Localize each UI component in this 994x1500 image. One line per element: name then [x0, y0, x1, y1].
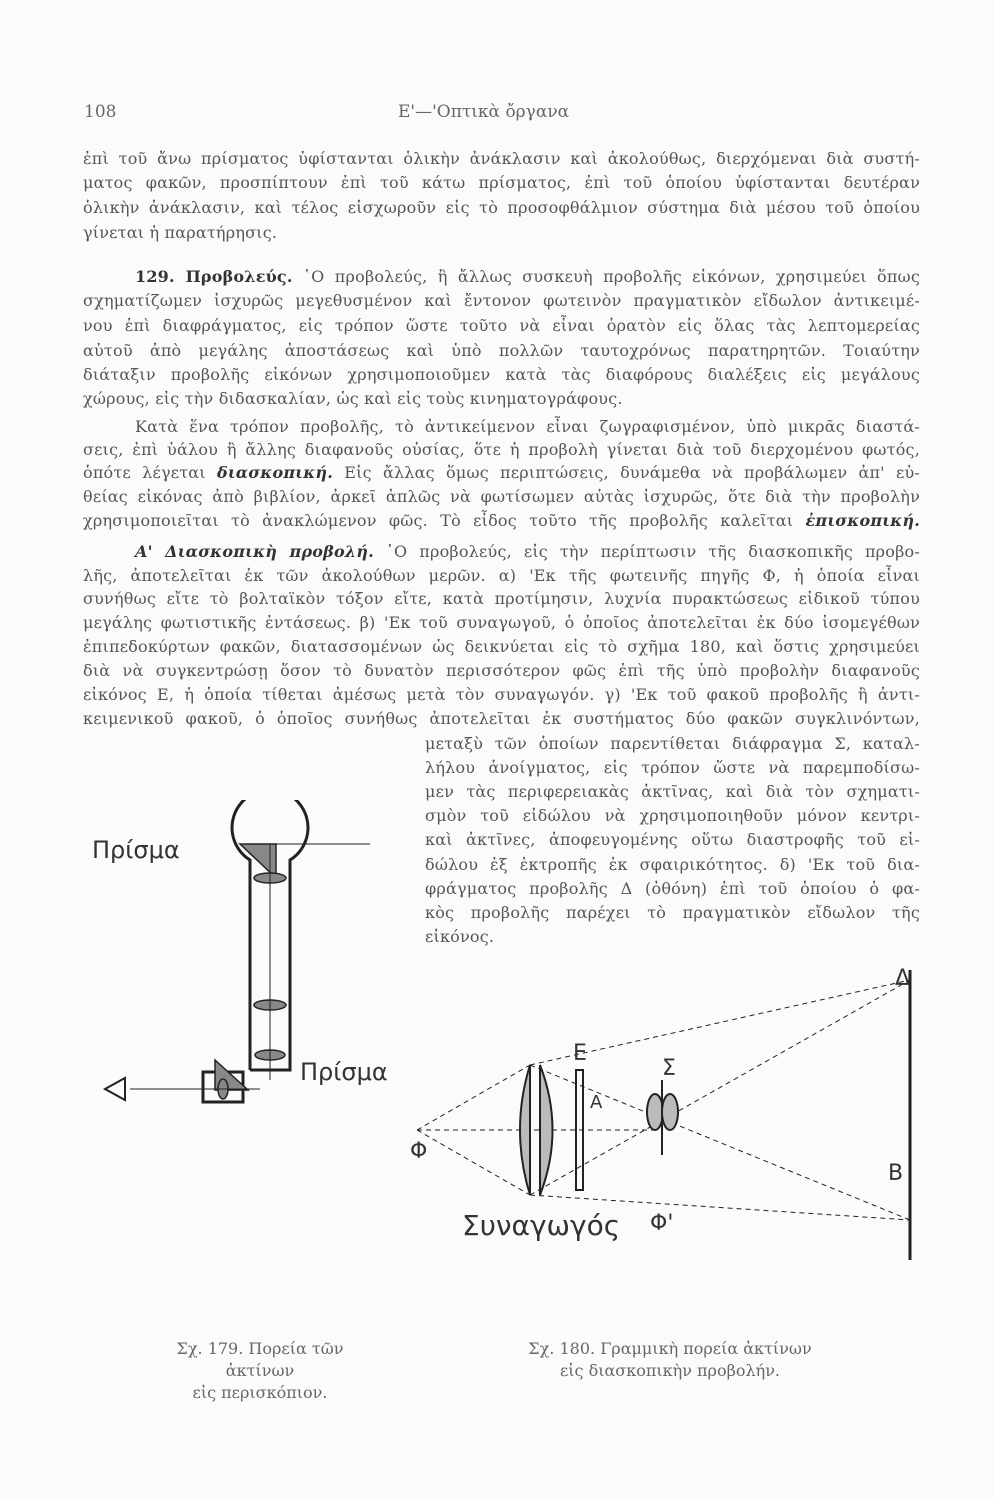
text-line: σμὸν τοῦ εἰδώλου νὰ χρησιμοποιηθοῦν μόνον κεντρι-: [425, 806, 920, 825]
condenser-lens-icon: [520, 1065, 530, 1195]
text-line: γίνεται ἡ παρατήρησις.: [83, 223, 278, 242]
fig180-caption: Σχ. 180. Γραμμικὴ πορεία ἀκτίνων εἰς διασκοπικὴν προβολήν.: [528, 1339, 812, 1380]
label-b: Β: [888, 1161, 904, 1186]
text-line: μεν τὰς περιφερειακὰς ἀκτῖνας, καὶ διὰ τὸν σχηματι-: [425, 782, 920, 801]
text-line: μεγάλης φωτιστικῆς ἐντάσεως. β) 'Εκ τοῦ συναγωγοῦ, ὁ ὁποῖος ἀποτελεῖται ἐκ δύο ἰσομεγέθων: [83, 613, 920, 632]
label-condenser: Συναγωγός: [462, 1209, 621, 1242]
projection-figure: [400, 960, 940, 1320]
text-line: χώρους, εἰς τὴν διδασκαλίαν, ὡς καὶ εἰς τοὺς κινηματογράφους.: [83, 389, 623, 408]
label-prism-top: Πρίσμα: [92, 836, 180, 864]
text-line: ὁλικὴν ἀνάκλασιν, καὶ τέλος εἰσχωροῦν εἰς τὸ προσοφθάλμιον σύστημα διὰ μέσου τοῦ ὁποίου: [83, 198, 920, 217]
text-line: διὰ νὰ συγκεντρώσῃ ὅσον τὸ δυνατὸν περισσότερον φῶς ἐπὶ τῆς ὑπὸ προβολὴν διαφανοῦς: [83, 661, 920, 680]
text-line: λήλου ἀνοίγματος, εἰς τρόπον ὥστε νὰ παρεμποδίσω-: [425, 758, 920, 777]
periscope-figure: [80, 800, 400, 1120]
projection-lens-icon: [647, 1094, 663, 1130]
label-stop: Σ: [662, 1056, 676, 1081]
text-line: μεταξὺ τῶν ὁποίων παρεντίθεται διάφραγμα Σ, καταλ-: [425, 734, 920, 753]
label-lens: Φ': [650, 1211, 674, 1236]
text-line: κὸς προβολῆς παρέχει τὸ πραγματικὸν εἴδωλον τῆς: [425, 903, 920, 922]
text-line: σχηματίζωμεν ἰσχυρῶς μεγεθυσμένον καὶ ἔντονον φωτεινὸν πραγματικὸν εἴδωλον ἀντικειμέ-: [83, 291, 920, 310]
label-prism-bottom: Πρίσμα: [300, 1058, 388, 1086]
text-line: ἐπιπεδοκύρτων φακῶν, διατασσομένων ὡς δεικνύεται εἰς τὸ σχῆμα 180, καὶ ὅστις χρησιμεύει: [83, 637, 920, 656]
text-line: νου ἐπὶ διαφράγματος, εἰς τρόπον ὥστε τοῦτο νὰ εἶναι ὁρατὸν εἰς ὅλας τὰς λεπτομερείας: [83, 316, 920, 335]
label-screen: Δ: [895, 966, 911, 991]
text-line: θείας εἰκόνας ἀπὸ βιβλίον, ἀρκεῖ ἁπλῶς νὰ φωτίσωμεν αὐτὰς ἰσχυρῶς, ὅτε διὰ τὴν προβολὴν: [83, 487, 920, 506]
text-line: κειμενικοῦ φακοῦ, ὁ ὁποῖος συνήθως ἀποτελεῖται ἐκ συστήματος δύο φακῶν συγκλινόντων,: [83, 709, 920, 728]
text-line: συνήθως εἴτε τὸ βολταϊκὸν τόξον εἴτε, κατὰ προτίμησιν, λυχνία πυρακτώσεως εἰδικοῦ τύπου: [83, 589, 920, 608]
text-line: φράγματος προβολῆς Δ (ὀθόνη) ἐπὶ τοῦ ὁποίου ὁ φα-: [425, 879, 920, 898]
text-line: δώλου ἐξ ἐκτροπῆς ἐκ σφαιρικότητος. δ) 'Εκ τοῦ δια-: [425, 855, 920, 874]
condenser-lens-icon: [540, 1065, 553, 1195]
text-line: καὶ ἀκτῖνες, ἀποφευγομένης οὕτω διαστροφῆς τοῦ εἰ-: [425, 830, 920, 849]
running-title: Ε'—'Οπτικὰ ὄργανα: [398, 102, 570, 122]
text-line: αὐτοῦ ἀπὸ μεγάλης ἀποστάσεως καὶ ὑπὸ πολλῶν ταυτοχρόνως παρατηρητῶν. Τοιαύτην: [83, 341, 920, 360]
subsection-heading: Α' Διασκοπικὴ προβολή.: [135, 542, 374, 561]
label-a: Α: [590, 1092, 603, 1113]
text-line: σεις, ἐπὶ ὑάλου ἢ ἄλλης διαφανοῦς οὐσίας, ὅτε ἡ προβολὴ γίνεται διὰ τοῦ διερχομένου φωτός,: [83, 440, 920, 459]
text-line: ματος φακῶν, προσπίπτουν ἐπὶ τοῦ κάτω πρίσματος, ἐπὶ τοῦ ὁποίου ὑφίστανται δευτέραν: [83, 173, 920, 192]
text-line: Α' Διασκοπικὴ προβολή. ῾Ο προβολεύς, εἰς τὴν περίπτωσιν τῆς διασκοπικῆς προβο-: [135, 542, 921, 561]
text-line: εἰκόνος.: [425, 927, 495, 946]
section-first-line: 129. Προβολεύς. ῾Ο προβολεύς, ἢ ἄλλως συσκευὴ προβολῆς εἰκόνων, χρησιμεύει ὅπως: [135, 267, 920, 286]
eye-icon: [105, 1078, 125, 1100]
text-line: Κατὰ ἕνα τρόπον προβολῆς, τὸ ἀντικείμενον εἶναι ζωγραφισμένον, ὑπὸ μικρᾶς διαστά-: [135, 417, 920, 436]
page-number: 108: [84, 102, 117, 122]
text-line: εἰκόνος Ε, ἡ ὁποία τίθεται ἀμέσως μετὰ τὸν συναγωγόν. γ) 'Εκ τοῦ φακοῦ προβολῆς ἢ ἀντι-: [83, 685, 920, 704]
term-diaskopiki: διασκοπική.: [216, 463, 334, 482]
text-line: ὁπότε λέγεται διασκοπική. Εἰς ἄλλας ὅμως περιπτώσεις, δυνάμεθα νὰ προβάλωμεν ἀπ' εὐ-: [83, 463, 921, 482]
term-episkopiki: ἐπισκοπική.: [805, 511, 920, 530]
text-line: χρησιμοποιεῖται τὸ ἀνακλώμενον φῶς. Τὸ εἶδος τοῦτο τῆς προβολῆς καλεῖται ἐπισκοπική.: [83, 511, 920, 530]
label-image: Ε: [573, 1041, 587, 1066]
projection-lens-icon: [662, 1094, 678, 1130]
text-line: ἐπὶ τοῦ ἄνω πρίσματος ὑφίστανται ὁλικὴν ἀνάκλασιν καὶ ἀκολούθως, διερχόμεναι διὰ συστή-: [83, 149, 920, 168]
section-heading: 129. Προβολεύς.: [135, 267, 293, 286]
fig179-caption: Σχ. 179. Πορεία τῶν ἀκτίνων εἰς περισκόπιον.: [176, 1339, 344, 1402]
label-source: Φ: [410, 1139, 428, 1164]
text-line: διάταξιν προβολῆς εἰκόνων χρησιμοποιοῦμεν κατὰ τὰς διαφόρους διαλέξεις εἰς μεγάλους: [83, 365, 920, 384]
text-line: λῆς, ἀποτελεῖται ἐκ τῶν ἀκολούθων μερῶν. α) 'Εκ τῆς φωτεινῆς πηγῆς Φ, ἡ ὁποία εἶναι: [83, 566, 920, 585]
